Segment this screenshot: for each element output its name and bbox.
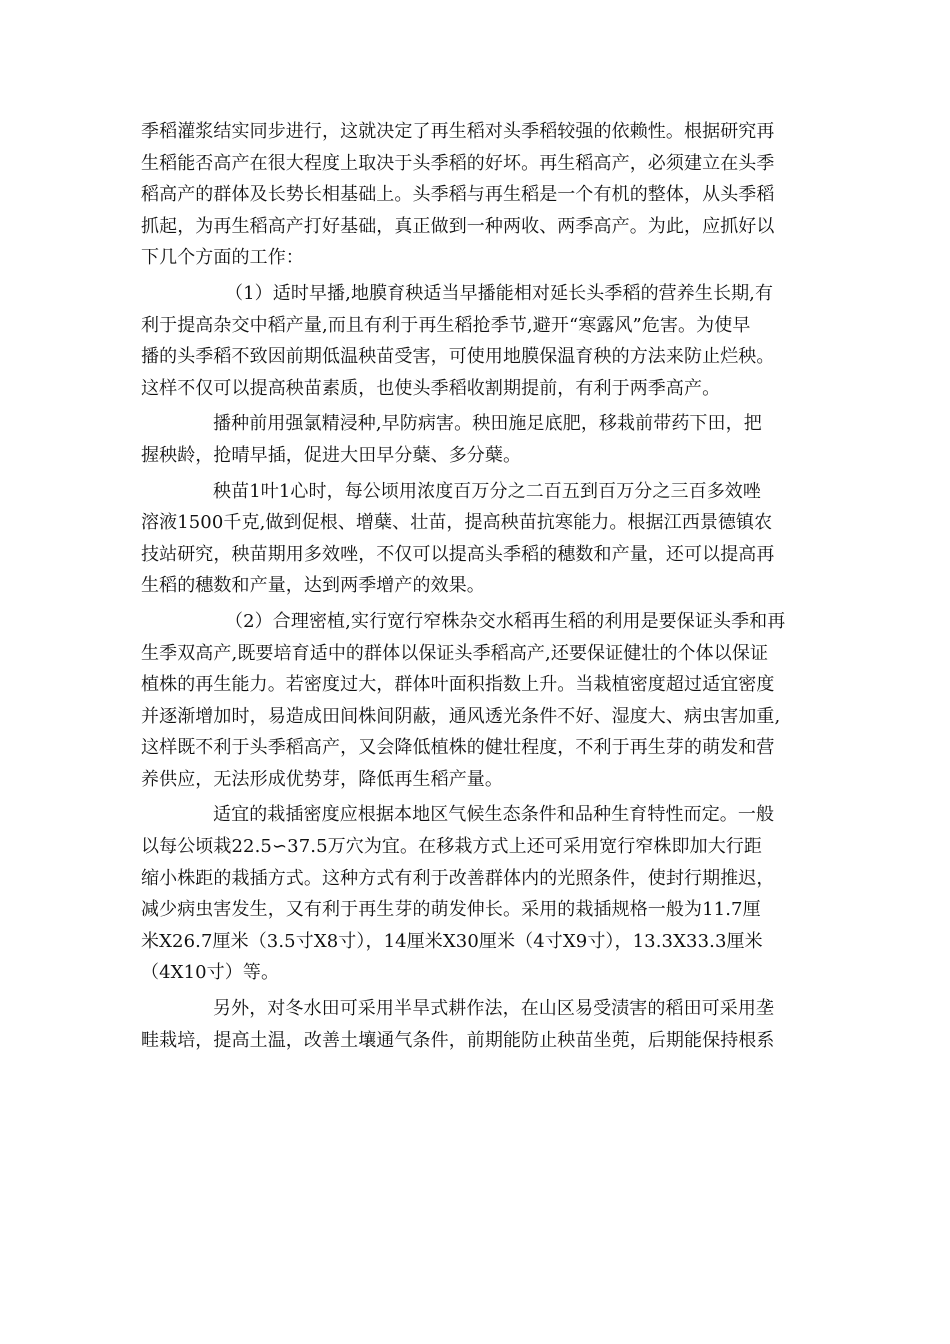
paragraph-seed-soaking: 播种前用强氯精浸种,早防病害。秧田施足底肥，移栽前带药下田，把 握秧龄，抢晴早插，促进大田早分蘖、多分蘖。 — [141, 413, 762, 466]
document-body — [141, 116, 821, 1056]
paragraph-winter-paddy: 另外，对冬水田可采用半旱式耕作法，在山区易受渍害的稻田可采用垄 畦栽培，提高土温，改善土壤通气条件，前期能防止秧苗坐蔸，后期能保持根系 — [141, 998, 775, 1051]
paragraph-paclobutrazol: 秧苗1叶1心时，每公顷用浓度百万分之二百五到百万分之三百多效唑 溶液1500千克,做到促根、增蘖、壮苗，提高秧苗抗寒能力。根据江西景德镇农 技站研究，秧苗期用多效唑，不仅可以提高头季稻的穗数和产量，还可以提高再 生稻的穗数和产量，达到两季增产的效果。 — [141, 480, 775, 597]
paragraph-planting-density: 适宜的栽插密度应根据本地区气候生态条件和品种生育特性而定。一般 以每公顷栽22.5∽37.5万穴为宜。在移栽方式上还可采用宽行窄株即加大行距 缩小株距的栽插方式。这种方式有利于改善群体内的光照条件，使封行期推迟， 减少病虫害发生，又有利于再生芽的萌发伸长。采用的栽插规格一般为11.7厘 米X26.7厘米（3.5寸X8寸），14厘米X30厘米（4寸X9寸），13.3X33.3厘米 （4X10寸）等。 — [141, 804, 775, 984]
paragraph-dense-planting: （2）合理密植,实行宽行窄株杂交水稻再生稻的利用是要保证头季和再 生季双高产,既要培育适中的群体以保证头季稻高产,还要保证健壮的个体以保证 植株的再生能力。若密度过大，群体叶面积指数上升。当栽植密度超过适宜密度 并逐渐增加时，易造成田间株间阴蔽，通风透光条件不好、湿度大、病虫害加重, 这样既不利于头季稻高产，又会降低植株的健壮程度，不利于再生芽的萌发和营 养供应，无法形成优势芽，降低再生稻产量。 — [141, 610, 786, 790]
paragraph-continuation: 季稻灌浆结实同步进行，这就决定了再生稻对头季稻较强的依赖性。根据研究再 生稻能否高产在很大程度上取决于头季稻的好坏。再生稻高产，必须建立在头季 稻高产的群体及长势长相基础上。头季稻与再生稻是一个有机的整体，从头季稻 抓起，为再生稻高产打好基础，真正做到一种两收、两季高产。为此，应抓好以 下几个方面的工作： — [141, 121, 775, 269]
paragraph-early-sowing: （1）适时早播,地膜育秧适当早播能相对延长头季稻的营养生长期,有 利于提高杂交中稻产量,而且有利于再生稻抢季节,避开“寒露风”危害。为使早 播的头季稻不致因前期低温秧苗受害，可使用地膜保温育秧的方法来防止烂秧。 这样不仅可以提高秧苗素质，也使头季稻收割期提前，有利于两季高产。 — [141, 282, 775, 399]
